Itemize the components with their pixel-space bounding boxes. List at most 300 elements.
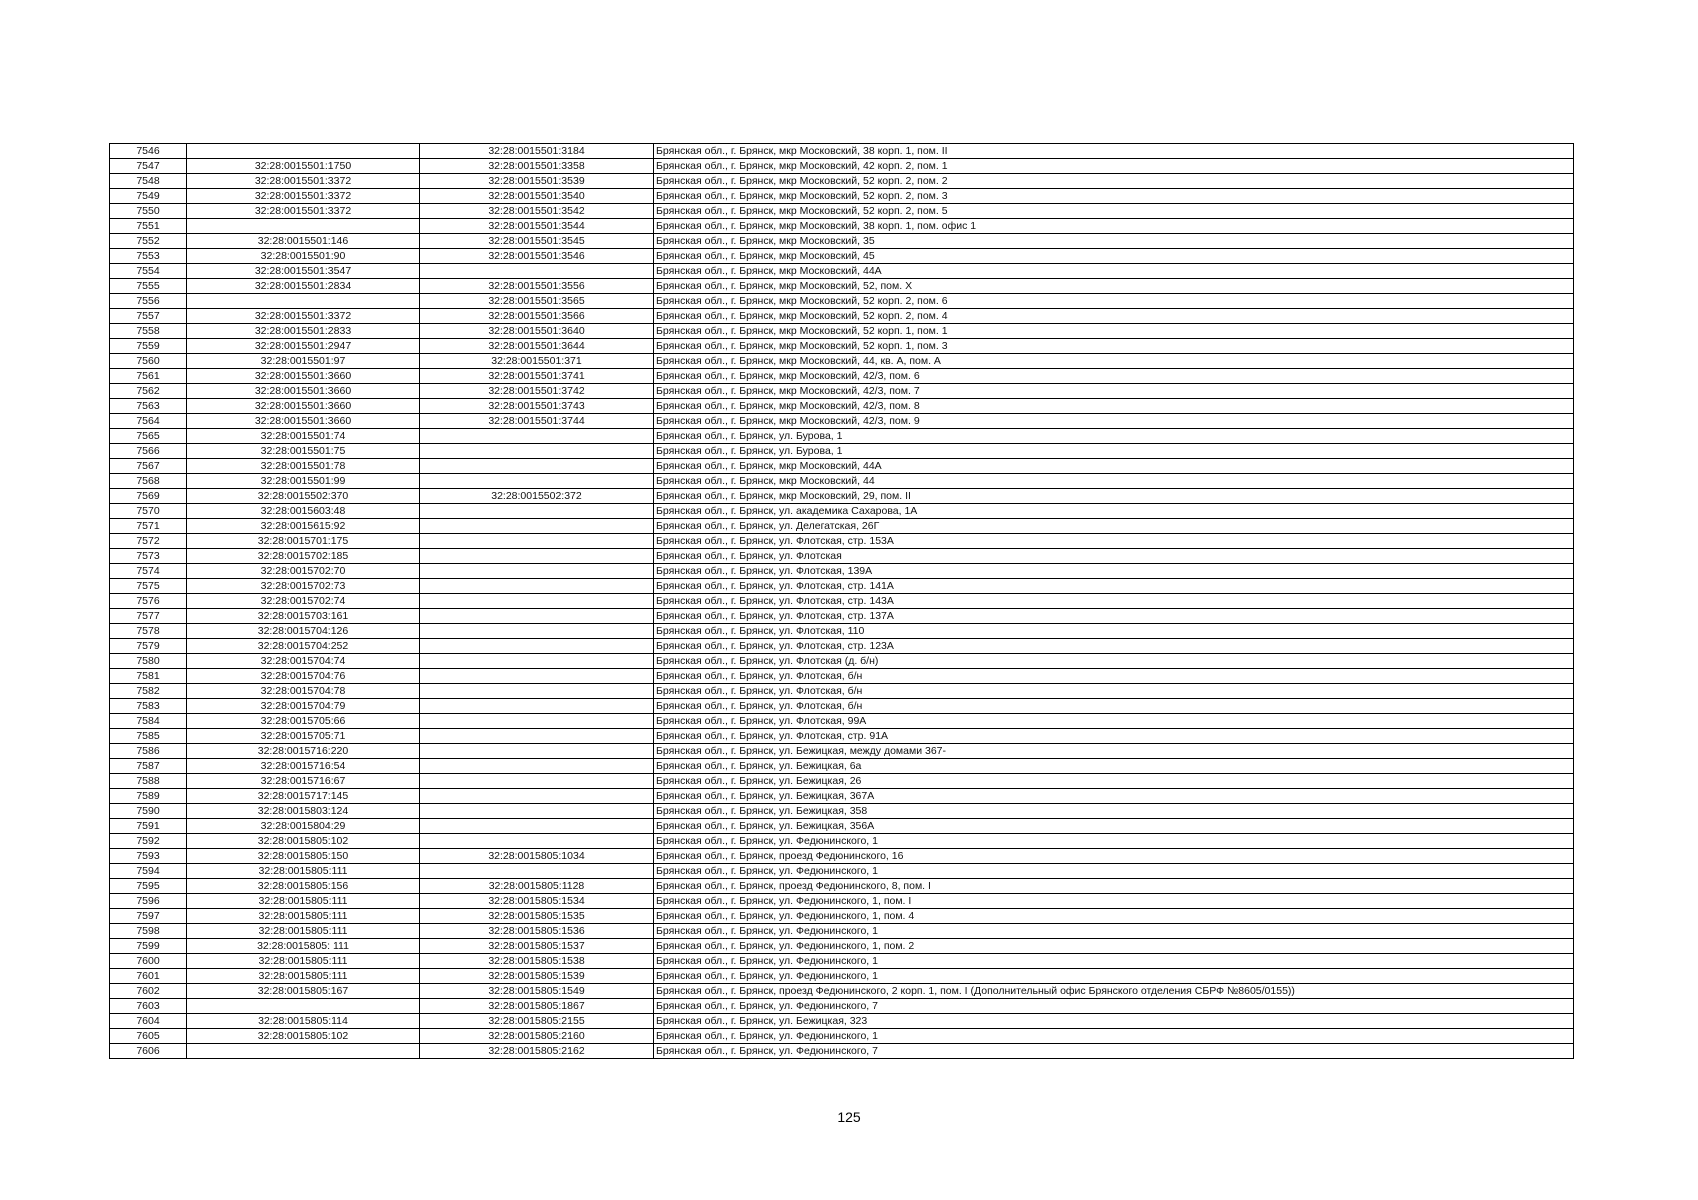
address-cell: Брянская обл., г. Брянск, ул. Бурова, 1	[654, 444, 1574, 459]
table-row	[110, 369, 1574, 384]
address-cell: Брянская обл., г. Брянск, ул. Федюнинского, 7	[654, 1044, 1574, 1059]
table-row	[110, 819, 1574, 834]
table-row	[110, 804, 1574, 819]
address-cell: Брянская обл., г. Брянск, ул. Федюнинского, 7	[654, 999, 1574, 1014]
object-cadastral-number-cell	[420, 834, 654, 849]
object-cadastral-number-cell: 32:28:0015805:1536	[420, 924, 654, 939]
table-row	[110, 999, 1574, 1014]
row-number-cell: 7570	[110, 504, 187, 519]
table-row	[110, 849, 1574, 864]
address-cell: Брянская обл., г. Брянск, мкр Московский, 29, пом. II	[654, 489, 1574, 504]
object-cadastral-number-cell: 32:28:0015501:3744	[420, 414, 654, 429]
row-number-cell: 7586	[110, 744, 187, 759]
table-row	[110, 699, 1574, 714]
land-cadastral-number-cell: 32:28:0015702:185	[187, 549, 420, 564]
object-cadastral-number-cell	[420, 504, 654, 519]
table-row	[110, 1044, 1574, 1059]
object-cadastral-number-cell	[420, 699, 654, 714]
table-row	[110, 924, 1574, 939]
land-cadastral-number-cell: 32:28:0015501:1750	[187, 159, 420, 174]
land-cadastral-number-cell: 32:28:0015702:70	[187, 564, 420, 579]
row-number-cell: 7601	[110, 969, 187, 984]
object-cadastral-number-cell	[420, 609, 654, 624]
land-cadastral-number-cell: 32:28:0015501:3372	[187, 309, 420, 324]
land-cadastral-number-cell: 32:28:0015805:150	[187, 849, 420, 864]
table-row	[110, 609, 1574, 624]
land-cadastral-number-cell: 32:28:0015704:74	[187, 654, 420, 669]
address-cell: Брянская обл., г. Брянск, ул. Федюнинского, 1	[654, 969, 1574, 984]
object-cadastral-number-cell	[420, 684, 654, 699]
land-cadastral-number-cell: 32:28:0015805:111	[187, 909, 420, 924]
object-cadastral-number-cell	[420, 429, 654, 444]
address-cell: Брянская обл., г. Брянск, ул. Флотская, 139А	[654, 564, 1574, 579]
object-cadastral-number-cell	[420, 579, 654, 594]
row-number-cell: 7595	[110, 879, 187, 894]
row-number-cell: 7563	[110, 399, 187, 414]
row-number-cell: 7600	[110, 954, 187, 969]
land-cadastral-number-cell: 32:28:0015702:73	[187, 579, 420, 594]
object-cadastral-number-cell: 32:28:0015501:3566	[420, 309, 654, 324]
land-cadastral-number-cell: 32:28:0015501:75	[187, 444, 420, 459]
address-cell: Брянская обл., г. Брянск, мкр Московский, 42/3, пом. 9	[654, 414, 1574, 429]
address-cell: Брянская обл., г. Брянск, ул. Флотская, б/н	[654, 684, 1574, 699]
land-cadastral-number-cell: 32:28:0015717:145	[187, 789, 420, 804]
land-cadastral-number-cell: 32:28:0015501:3660	[187, 414, 420, 429]
address-cell: Брянская обл., г. Брянск, ул. Федюнинского, 1	[654, 1029, 1574, 1044]
address-cell: Брянская обл., г. Брянск, мкр Московский, 52 корп. 2, пом. 6	[654, 294, 1574, 309]
table-row	[110, 279, 1574, 294]
row-number-cell: 7568	[110, 474, 187, 489]
land-cadastral-number-cell: 32:28:0015501:90	[187, 249, 420, 264]
land-cadastral-number-cell: 32:28:0015805: 111	[187, 939, 420, 954]
table-row	[110, 729, 1574, 744]
row-number-cell: 7569	[110, 489, 187, 504]
table-row	[110, 144, 1574, 159]
land-cadastral-number-cell: 32:28:0015501:2834	[187, 279, 420, 294]
object-cadastral-number-cell: 32:28:0015501:3542	[420, 204, 654, 219]
table-row	[110, 489, 1574, 504]
object-cadastral-number-cell	[420, 774, 654, 789]
land-cadastral-number-cell: 32:28:0015716:220	[187, 744, 420, 759]
row-number-cell: 7582	[110, 684, 187, 699]
table-row	[110, 534, 1574, 549]
address-cell: Брянская обл., г. Брянск, ул. Флотская, б/н	[654, 699, 1574, 714]
land-cadastral-number-cell: 32:28:0015501:2947	[187, 339, 420, 354]
address-cell: Брянская обл., г. Брянск, мкр Московский, 35	[654, 234, 1574, 249]
row-number-cell: 7583	[110, 699, 187, 714]
land-cadastral-number-cell: 32:28:0015501:3372	[187, 174, 420, 189]
row-number-cell: 7599	[110, 939, 187, 954]
table-row	[110, 684, 1574, 699]
table-row	[110, 954, 1574, 969]
object-cadastral-number-cell: 32:28:0015502:372	[420, 489, 654, 504]
land-cadastral-number-cell: 32:28:0015702:74	[187, 594, 420, 609]
table-row	[110, 219, 1574, 234]
land-cadastral-number-cell	[187, 999, 420, 1014]
address-cell: Брянская обл., г. Брянск, мкр Московский, 42/3, пом. 8	[654, 399, 1574, 414]
address-cell: Брянская обл., г. Брянск, ул. Федюнинского, 1, пом. I	[654, 894, 1574, 909]
address-cell: Брянская обл., г. Брянск, ул. Флотская, 99А	[654, 714, 1574, 729]
address-cell: Брянская обл., г. Брянск, мкр Московский, 42/3, пом. 7	[654, 384, 1574, 399]
row-number-cell: 7579	[110, 639, 187, 654]
object-cadastral-number-cell	[420, 534, 654, 549]
land-cadastral-number-cell: 32:28:0015501:146	[187, 234, 420, 249]
object-cadastral-number-cell: 32:28:0015501:3640	[420, 324, 654, 339]
land-cadastral-number-cell: 32:28:0015502:370	[187, 489, 420, 504]
table-row	[110, 429, 1574, 444]
land-cadastral-number-cell: 32:28:0015501:3660	[187, 399, 420, 414]
address-cell: Брянская обл., г. Брянск, ул. Флотская, стр. 137А	[654, 609, 1574, 624]
address-cell: Брянская обл., г. Брянск, мкр Московский, 38 корп. 1, пом. II	[654, 144, 1574, 159]
object-cadastral-number-cell: 32:28:0015501:3544	[420, 219, 654, 234]
row-number-cell: 7591	[110, 819, 187, 834]
object-cadastral-number-cell	[420, 639, 654, 654]
object-cadastral-number-cell: 32:28:0015501:3644	[420, 339, 654, 354]
address-cell: Брянская обл., г. Брянск, ул. Бежицкая, 367А	[654, 789, 1574, 804]
address-cell: Брянская обл., г. Брянск, ул. Федюнинского, 1	[654, 924, 1574, 939]
table-row	[110, 174, 1574, 189]
table-row	[110, 759, 1574, 774]
row-number-cell: 7584	[110, 714, 187, 729]
table-row	[110, 474, 1574, 489]
object-cadastral-number-cell	[420, 624, 654, 639]
table-row	[110, 834, 1574, 849]
address-cell: Брянская обл., г. Брянск, мкр Московский, 52 корп. 1, пом. 3	[654, 339, 1574, 354]
land-cadastral-number-cell: 32:28:0015805:167	[187, 984, 420, 999]
land-cadastral-number-cell: 32:28:0015704:252	[187, 639, 420, 654]
row-number-cell: 7598	[110, 924, 187, 939]
row-number-cell: 7597	[110, 909, 187, 924]
table-row	[110, 969, 1574, 984]
row-number-cell: 7594	[110, 864, 187, 879]
object-cadastral-number-cell: 32:28:0015501:3184	[420, 144, 654, 159]
row-number-cell: 7557	[110, 309, 187, 324]
row-number-cell: 7560	[110, 354, 187, 369]
object-cadastral-number-cell	[420, 519, 654, 534]
land-cadastral-number-cell: 32:28:0015603:48	[187, 504, 420, 519]
object-cadastral-number-cell	[420, 819, 654, 834]
object-cadastral-number-cell: 32:28:0015805:1867	[420, 999, 654, 1014]
table-row	[110, 879, 1574, 894]
address-cell: Брянская обл., г. Брянск, ул. Бежицкая, между домами 367-	[654, 744, 1574, 759]
land-cadastral-number-cell: 32:28:0015705:71	[187, 729, 420, 744]
row-number-cell: 7554	[110, 264, 187, 279]
row-number-cell: 7596	[110, 894, 187, 909]
object-cadastral-number-cell: 32:28:0015805:1539	[420, 969, 654, 984]
table-row	[110, 594, 1574, 609]
object-cadastral-number-cell: 32:28:0015501:3546	[420, 249, 654, 264]
row-number-cell: 7553	[110, 249, 187, 264]
row-number-cell: 7590	[110, 804, 187, 819]
address-cell: Брянская обл., г. Брянск, ул. Делегатская, 26Г	[654, 519, 1574, 534]
row-number-cell: 7574	[110, 564, 187, 579]
land-cadastral-number-cell: 32:28:0015805:156	[187, 879, 420, 894]
object-cadastral-number-cell: 32:28:0015501:3540	[420, 189, 654, 204]
land-cadastral-number-cell: 32:28:0015501:3372	[187, 189, 420, 204]
address-cell: Брянская обл., г. Брянск, ул. Флотская, стр. 153А	[654, 534, 1574, 549]
row-number-cell: 7587	[110, 759, 187, 774]
object-cadastral-number-cell	[420, 459, 654, 474]
address-cell: Брянская обл., г. Брянск, мкр Московский, 52, пом. X	[654, 279, 1574, 294]
address-cell: Брянская обл., г. Брянск, мкр Московский, 42/3, пом. 6	[654, 369, 1574, 384]
land-cadastral-number-cell	[187, 144, 420, 159]
address-cell: Брянская обл., г. Брянск, ул. Бежицкая, 323	[654, 1014, 1574, 1029]
address-cell: Брянская обл., г. Брянск, ул. Федюнинского, 1	[654, 864, 1574, 879]
land-cadastral-number-cell	[187, 294, 420, 309]
registry-table	[109, 143, 1574, 1059]
address-cell: Брянская обл., г. Брянск, мкр Московский, 52 корп. 2, пом. 3	[654, 189, 1574, 204]
object-cadastral-number-cell	[420, 444, 654, 459]
table-row	[110, 1014, 1574, 1029]
land-cadastral-number-cell: 32:28:0015805:114	[187, 1014, 420, 1029]
row-number-cell: 7576	[110, 594, 187, 609]
object-cadastral-number-cell: 32:28:0015805:1537	[420, 939, 654, 954]
table-row	[110, 159, 1574, 174]
land-cadastral-number-cell: 32:28:0015705:66	[187, 714, 420, 729]
land-cadastral-number-cell: 32:28:0015501:99	[187, 474, 420, 489]
object-cadastral-number-cell	[420, 789, 654, 804]
address-cell: Брянская обл., г. Брянск, ул. Федюнинского, 1	[654, 834, 1574, 849]
row-number-cell: 7578	[110, 624, 187, 639]
table-row	[110, 1029, 1574, 1044]
address-cell: Брянская обл., г. Брянск, ул. Флотская, б/н	[654, 669, 1574, 684]
object-cadastral-number-cell: 32:28:0015805:2160	[420, 1029, 654, 1044]
land-cadastral-number-cell: 32:28:0015704:79	[187, 699, 420, 714]
row-number-cell: 7567	[110, 459, 187, 474]
page-number: 125	[837, 1109, 861, 1125]
object-cadastral-number-cell	[420, 669, 654, 684]
land-cadastral-number-cell	[187, 1044, 420, 1059]
table-row	[110, 249, 1574, 264]
address-cell: Брянская обл., г. Брянск, мкр Московский, 52 корп. 2, пом. 2	[654, 174, 1574, 189]
address-cell: Брянская обл., г. Брянск, мкр Московский, 52 корп. 1, пом. 1	[654, 324, 1574, 339]
table-row	[110, 984, 1574, 999]
land-cadastral-number-cell: 32:28:0015805:111	[187, 924, 420, 939]
address-cell: Брянская обл., г. Брянск, мкр Московский, 52 корп. 2, пом. 4	[654, 309, 1574, 324]
table-row	[110, 789, 1574, 804]
row-number-cell: 7580	[110, 654, 187, 669]
object-cadastral-number-cell: 32:28:0015805:1534	[420, 894, 654, 909]
object-cadastral-number-cell: 32:28:0015501:3556	[420, 279, 654, 294]
row-number-cell: 7566	[110, 444, 187, 459]
row-number-cell: 7561	[110, 369, 187, 384]
table-row	[110, 909, 1574, 924]
row-number-cell: 7593	[110, 849, 187, 864]
row-number-cell: 7549	[110, 189, 187, 204]
object-cadastral-number-cell: 32:28:0015805:1535	[420, 909, 654, 924]
table-row	[110, 564, 1574, 579]
address-cell: Брянская обл., г. Брянск, мкр Московский, 44	[654, 474, 1574, 489]
table-row	[110, 309, 1574, 324]
row-number-cell: 7558	[110, 324, 187, 339]
row-number-cell: 7589	[110, 789, 187, 804]
object-cadastral-number-cell	[420, 549, 654, 564]
table-row	[110, 504, 1574, 519]
object-cadastral-number-cell	[420, 474, 654, 489]
land-cadastral-number-cell: 32:28:0015501:74	[187, 429, 420, 444]
table-row	[110, 444, 1574, 459]
address-cell: Брянская обл., г. Брянск, мкр Московский, 44А	[654, 264, 1574, 279]
object-cadastral-number-cell	[420, 714, 654, 729]
row-number-cell: 7556	[110, 294, 187, 309]
land-cadastral-number-cell: 32:28:0015704:126	[187, 624, 420, 639]
address-cell: Брянская обл., г. Брянск, ул. Бежицкая, 6а	[654, 759, 1574, 774]
row-number-cell: 7559	[110, 339, 187, 354]
table-row	[110, 384, 1574, 399]
land-cadastral-number-cell: 32:28:0015804:29	[187, 819, 420, 834]
address-cell: Брянская обл., г. Брянск, ул. Флотская, стр. 143А	[654, 594, 1574, 609]
land-cadastral-number-cell: 32:28:0015501:3660	[187, 384, 420, 399]
object-cadastral-number-cell	[420, 804, 654, 819]
land-cadastral-number-cell: 32:28:0015805:111	[187, 864, 420, 879]
land-cadastral-number-cell: 32:28:0015501:3547	[187, 264, 420, 279]
table-row	[110, 519, 1574, 534]
object-cadastral-number-cell: 32:28:0015501:3741	[420, 369, 654, 384]
row-number-cell: 7592	[110, 834, 187, 849]
object-cadastral-number-cell	[420, 264, 654, 279]
row-number-cell: 7604	[110, 1014, 187, 1029]
address-cell: Брянская обл., г. Брянск, мкр Московский, 44, кв. А, пом. А	[654, 354, 1574, 369]
row-number-cell: 7573	[110, 549, 187, 564]
land-cadastral-number-cell: 32:28:0015805:102	[187, 1029, 420, 1044]
object-cadastral-number-cell	[420, 654, 654, 669]
row-number-cell: 7547	[110, 159, 187, 174]
object-cadastral-number-cell: 32:28:0015501:3742	[420, 384, 654, 399]
table-row	[110, 639, 1574, 654]
address-cell: Брянская обл., г. Брянск, мкр Московский, 42 корп. 2, пом. 1	[654, 159, 1574, 174]
row-number-cell: 7552	[110, 234, 187, 249]
land-cadastral-number-cell: 32:28:0015501:2833	[187, 324, 420, 339]
land-cadastral-number-cell: 32:28:0015704:78	[187, 684, 420, 699]
land-cadastral-number-cell: 32:28:0015805:111	[187, 954, 420, 969]
object-cadastral-number-cell: 32:28:0015805:1128	[420, 879, 654, 894]
object-cadastral-number-cell	[420, 564, 654, 579]
table-row	[110, 294, 1574, 309]
row-number-cell: 7602	[110, 984, 187, 999]
row-number-cell: 7585	[110, 729, 187, 744]
row-number-cell: 7548	[110, 174, 187, 189]
address-cell: Брянская обл., г. Брянск, ул. Бежицкая, 26	[654, 774, 1574, 789]
row-number-cell: 7575	[110, 579, 187, 594]
land-cadastral-number-cell	[187, 219, 420, 234]
row-number-cell: 7555	[110, 279, 187, 294]
object-cadastral-number-cell: 32:28:0015501:3545	[420, 234, 654, 249]
land-cadastral-number-cell: 32:28:0015501:3372	[187, 204, 420, 219]
table-row	[110, 669, 1574, 684]
table-row	[110, 549, 1574, 564]
object-cadastral-number-cell: 32:28:0015501:3565	[420, 294, 654, 309]
land-cadastral-number-cell: 32:28:0015716:67	[187, 774, 420, 789]
table-row	[110, 744, 1574, 759]
address-cell: Брянская обл., г. Брянск, ул. Флотская, 110	[654, 624, 1574, 639]
land-cadastral-number-cell: 32:28:0015805:102	[187, 834, 420, 849]
row-number-cell: 7581	[110, 669, 187, 684]
row-number-cell: 7565	[110, 429, 187, 444]
table-row	[110, 399, 1574, 414]
table-row	[110, 894, 1574, 909]
row-number-cell: 7551	[110, 219, 187, 234]
object-cadastral-number-cell: 32:28:0015501:3539	[420, 174, 654, 189]
row-number-cell: 7546	[110, 144, 187, 159]
row-number-cell: 7577	[110, 609, 187, 624]
address-cell: Брянская обл., г. Брянск, ул. Флотская	[654, 549, 1574, 564]
registry-table-body	[110, 144, 1574, 1059]
address-cell: Брянская обл., г. Брянск, мкр Московский, 52 корп. 2, пом. 5	[654, 204, 1574, 219]
object-cadastral-number-cell: 32:28:0015501:3743	[420, 399, 654, 414]
table-row	[110, 864, 1574, 879]
address-cell: Брянская обл., г. Брянск, ул. Федюнинского, 1	[654, 954, 1574, 969]
address-cell: Брянская обл., г. Брянск, ул. Бежицкая, 358	[654, 804, 1574, 819]
row-number-cell: 7571	[110, 519, 187, 534]
table-row	[110, 264, 1574, 279]
land-cadastral-number-cell: 32:28:0015701:175	[187, 534, 420, 549]
object-cadastral-number-cell	[420, 744, 654, 759]
row-number-cell: 7603	[110, 999, 187, 1014]
address-cell: Брянская обл., г. Брянск, проезд Федюнинского, 8, пом. I	[654, 879, 1574, 894]
table-row	[110, 939, 1574, 954]
table-row	[110, 774, 1574, 789]
land-cadastral-number-cell: 32:28:0015615:92	[187, 519, 420, 534]
object-cadastral-number-cell: 32:28:0015805:2162	[420, 1044, 654, 1059]
row-number-cell: 7562	[110, 384, 187, 399]
address-cell: Брянская обл., г. Брянск, проезд Федюнинского, 16	[654, 849, 1574, 864]
address-cell: Брянская обл., г. Брянск, ул. Бежицкая, 356А	[654, 819, 1574, 834]
table-row	[110, 324, 1574, 339]
object-cadastral-number-cell: 32:28:0015805:1549	[420, 984, 654, 999]
table-row	[110, 204, 1574, 219]
table-row	[110, 624, 1574, 639]
object-cadastral-number-cell: 32:28:0015501:371	[420, 354, 654, 369]
address-cell: Брянская обл., г. Брянск, ул. Федюнинского, 1, пом. 2	[654, 939, 1574, 954]
object-cadastral-number-cell	[420, 759, 654, 774]
land-cadastral-number-cell: 32:28:0015501:97	[187, 354, 420, 369]
address-cell: Брянская обл., г. Брянск, ул. Флотская, стр. 141А	[654, 579, 1574, 594]
land-cadastral-number-cell: 32:28:0015704:76	[187, 669, 420, 684]
address-cell: Брянская обл., г. Брянск, мкр Московский, 38 корп. 1, пом. офис 1	[654, 219, 1574, 234]
object-cadastral-number-cell: 32:28:0015805:1538	[420, 954, 654, 969]
table-row	[110, 414, 1574, 429]
address-cell: Брянская обл., г. Брянск, мкр Московский, 45	[654, 249, 1574, 264]
address-cell: Брянская обл., г. Брянск, проезд Федюнинского, 2 корп. 1, пом. I (Дополнительный офис Брянского отделения СБРФ №8605/0155))	[654, 984, 1574, 999]
address-cell: Брянская обл., г. Брянск, ул. Федюнинского, 1, пом. 4	[654, 909, 1574, 924]
table-row	[110, 654, 1574, 669]
row-number-cell: 7606	[110, 1044, 187, 1059]
table-row	[110, 189, 1574, 204]
object-cadastral-number-cell: 32:28:0015805:2155	[420, 1014, 654, 1029]
table-row	[110, 579, 1574, 594]
object-cadastral-number-cell	[420, 594, 654, 609]
table-row	[110, 234, 1574, 249]
table-row	[110, 714, 1574, 729]
address-cell: Брянская обл., г. Брянск, ул. академика Сахарова, 1А	[654, 504, 1574, 519]
land-cadastral-number-cell: 32:28:0015805:111	[187, 969, 420, 984]
address-cell: Брянская обл., г. Брянск, ул. Флотская, стр. 91А	[654, 729, 1574, 744]
table-row	[110, 459, 1574, 474]
row-number-cell: 7588	[110, 774, 187, 789]
address-cell: Брянская обл., г. Брянск, ул. Бурова, 1	[654, 429, 1574, 444]
row-number-cell: 7572	[110, 534, 187, 549]
object-cadastral-number-cell: 32:28:0015805:1034	[420, 849, 654, 864]
land-cadastral-number-cell: 32:28:0015803:124	[187, 804, 420, 819]
land-cadastral-number-cell: 32:28:0015703:161	[187, 609, 420, 624]
row-number-cell: 7550	[110, 204, 187, 219]
object-cadastral-number-cell	[420, 729, 654, 744]
land-cadastral-number-cell: 32:28:0015716:54	[187, 759, 420, 774]
table-row	[110, 339, 1574, 354]
address-cell: Брянская обл., г. Брянск, ул. Флотская (д. б/н)	[654, 654, 1574, 669]
address-cell: Брянская обл., г. Брянск, ул. Флотская, стр. 123А	[654, 639, 1574, 654]
land-cadastral-number-cell: 32:28:0015805:111	[187, 894, 420, 909]
